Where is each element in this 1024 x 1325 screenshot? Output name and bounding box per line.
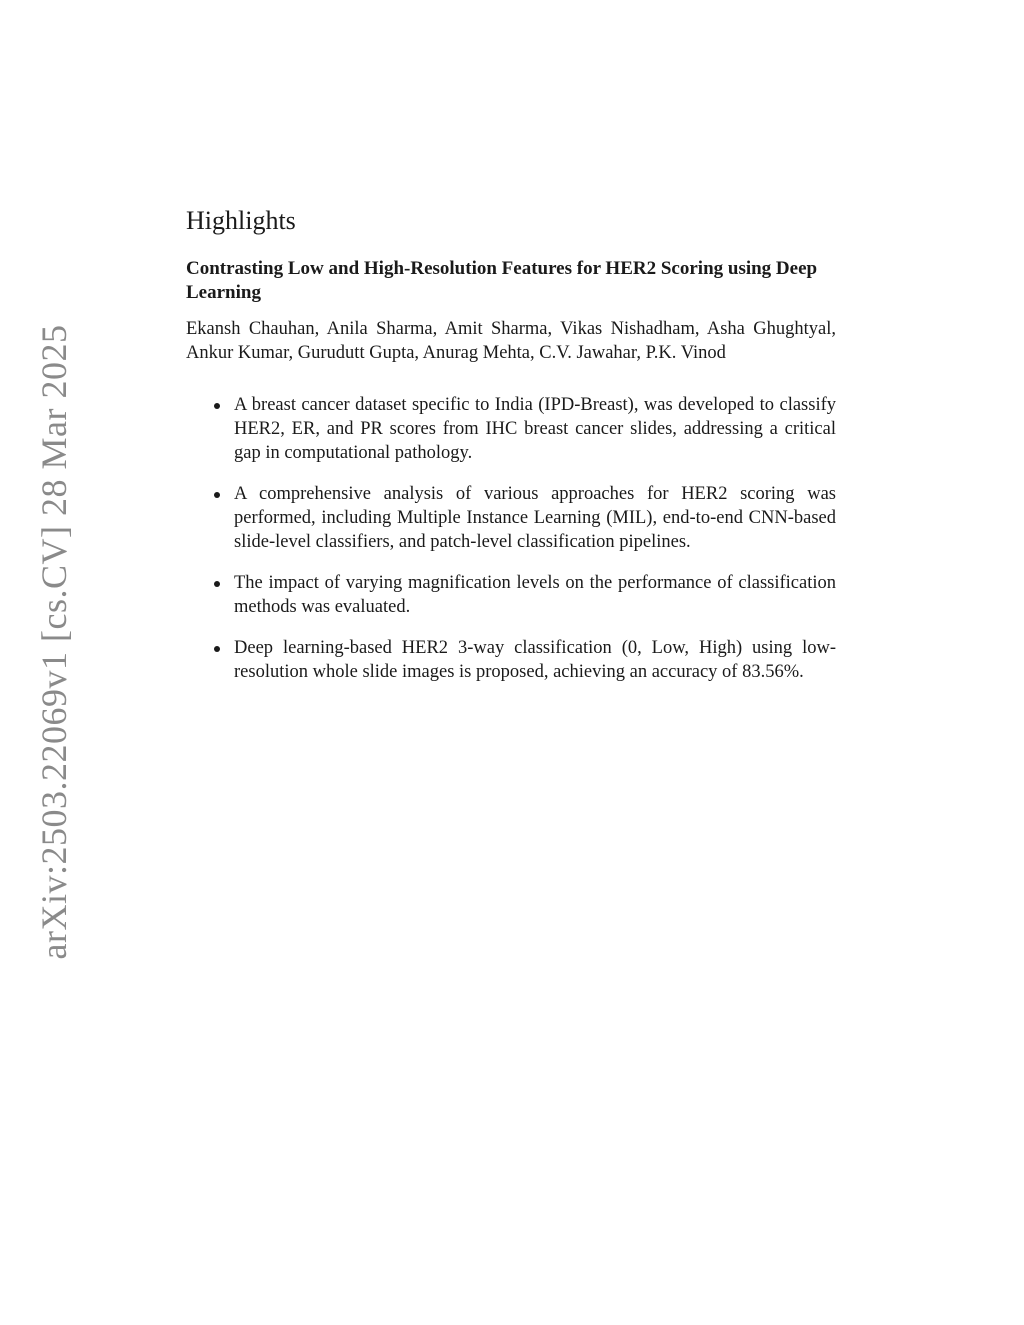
highlight-item [186, 636, 836, 684]
bullet-icon [214, 646, 220, 652]
paper-title: Contrasting Low and High-Resolution Features for HER2 Scoring using Deep Learning [186, 258, 818, 303]
highlight-item [186, 482, 836, 554]
section-heading: Highlights [186, 206, 296, 235]
arxiv-identifier-stamp: arXiv:2503.22069v1 [cs.CV] 28 Mar 2025 [34, 324, 74, 960]
author-list: Ekansh Chauhan, Anila Sharma, Amit Sharma, Vikas Nishadham, Asha Ghughtyal, Ankur Kumar, Gurudutt Gupta, Anurag Mehta, C.V. Jawahar, P.K. Vinod [186, 319, 836, 363]
bullet-icon [214, 581, 220, 587]
highlight-text: A comprehensive analysis of various approaches for HER2 scoring was performed, including Multiple Instance Learning (MIL), end-to-end CNN-based slide-level classifiers, and patch-level classification pipelines. [234, 484, 836, 552]
highlight-text: Deep learning-based HER2 3-way classification (0, Low, High) using low-resolution whole slide images is proposed, achieving an accuracy of 83.56%. [234, 638, 836, 682]
highlights-list [186, 393, 836, 684]
bullet-icon [214, 403, 220, 409]
highlight-text: The impact of varying magnification levels on the performance of classification methods was evaluated. [234, 573, 836, 617]
highlight-item [186, 571, 836, 619]
highlight-text: A breast cancer dataset specific to India (IPD-Breast), was developed to classify HER2, ER, and PR scores from IHC breast cancer slides, addressing a critical gap in computational pathology. [234, 395, 836, 463]
bullet-icon [214, 492, 220, 498]
highlight-item [186, 393, 836, 465]
highlights-page [186, 205, 836, 701]
